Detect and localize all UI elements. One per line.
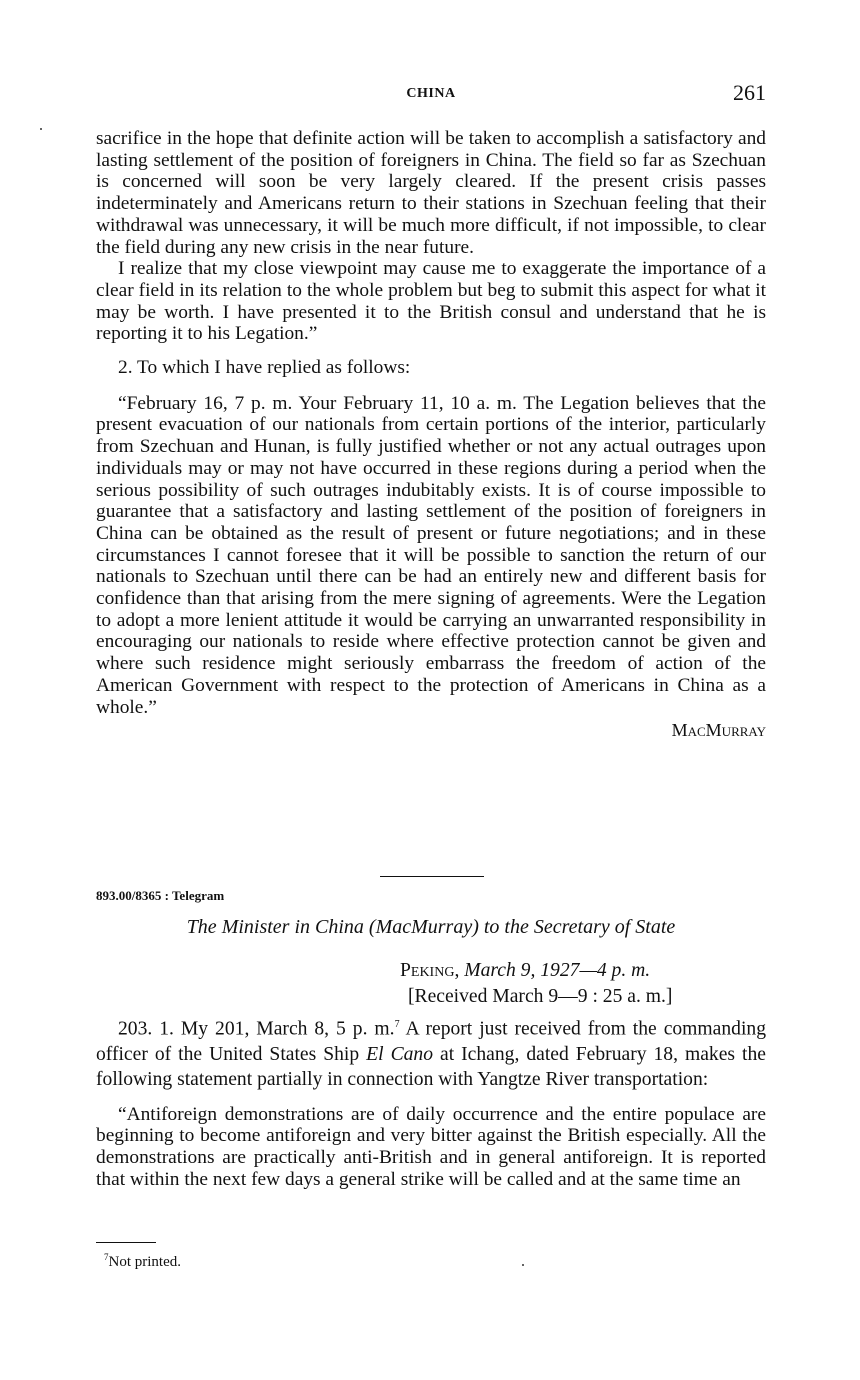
telegram-body (96, 1012, 766, 1190)
letter-body (96, 128, 766, 742)
dateline-date: March 9, 1927—4 p. m. (464, 960, 651, 981)
signature: MacMurray (671, 720, 766, 741)
telegram-paragraph (96, 1012, 766, 1092)
document-title: The Minister in China (MacMurray) to the Secretary of State (186, 916, 676, 938)
viewpoint-paragraph: I realize that my close viewpoint may cause me to exaggerate the importance of a clear field in its relation to the whole problem but beg to submit this aspect for what it may be worth. I have presented it to the British consul and understand that he is reporting it to his Legation.” (96, 258, 766, 345)
footnote-divider (96, 1242, 156, 1243)
footnote-mark: 7 (104, 1252, 109, 1262)
received-note: [Received March 9—9 : 25 a. m.] (408, 986, 673, 1007)
telegram-text-2: at Ichang, dated February 18, makes the following statement partially in connection with Yangtze River transportation: (96, 1043, 766, 1090)
page-number: 261 (733, 80, 766, 105)
ship-name: El Cano (366, 1043, 434, 1065)
reply-quote: “February 16, 7 p. m. Your February 11, 10 a. m. The Legation believes that the present evacuation of our nationals from certain portions of the interior, particularly from Szechuan and Hunan, is fully justified whether or not any actual outrages upon individuals may or may not have occurred in these regions during a period when the serious possibility of such outrages indubitably exists. It is of course impossible to guarantee that a satisfactory and lasting settlement of the position of foreigners in China can be obtained as the result of present or future negotiations; and in these circumstances I cannot foresee that it will be possible to sanction the return of our nationals to Szechuan until there can be had an entirely new and different basis for confidence than that arising from the mere signing of agreements. Were the Legation to adopt a more lenient attitude it would be carrying an unwarranted responsibility in encouraging our nationals to reside where effective protection cannot be given and where such residence might seriously embarrass the freedom of action of the American Government with respect to the protection of Americans in China as a whole.” (96, 392, 766, 718)
dateline-place: Peking, (400, 960, 460, 981)
footnote-text: Not printed. (108, 1254, 181, 1270)
telegram-text-1: A report just received from the commanding officer of the United States Ship (96, 1018, 766, 1065)
running-head: CHINA (406, 86, 456, 101)
print-speck (522, 1264, 524, 1266)
section-divider (380, 876, 484, 877)
page-header (96, 80, 766, 110)
reply-intro: 2. To which I have replied as follows: (118, 357, 411, 379)
print-speck (40, 128, 42, 130)
footnote (104, 1252, 181, 1271)
file-reference: 893.00/8365 : Telegram (96, 888, 225, 903)
continuation-paragraph: sacrifice in the hope that definite action will be taken to accomplish a satisfactory and lasting settlement of the position of foreigners in China. The field so far as Szechuan is concerned will soon be very largely cleared. If the present crisis passes indeterminately and Americans return to their stations in Szechuan feeling that their withdrawal was unnecessary, it will be much more difficult, if not impossible, to clear the field during any new crisis in the near future. (96, 128, 766, 258)
dateline (400, 960, 650, 982)
telegram-quote: “Antiforeign demonstrations are of daily occurrence and the entire populace are beginning to become antiforeign and very bitter against the British especially. All the demonstrations are practically anti-British and in general antiforeign. It is reported that within the next few days a general strike will be called and at the same time an (96, 1103, 766, 1190)
footnote-reference: 7 (394, 1019, 400, 1030)
telegram-lead: 203. 1. My 201, March 8, 5 p. m. (118, 1018, 395, 1040)
